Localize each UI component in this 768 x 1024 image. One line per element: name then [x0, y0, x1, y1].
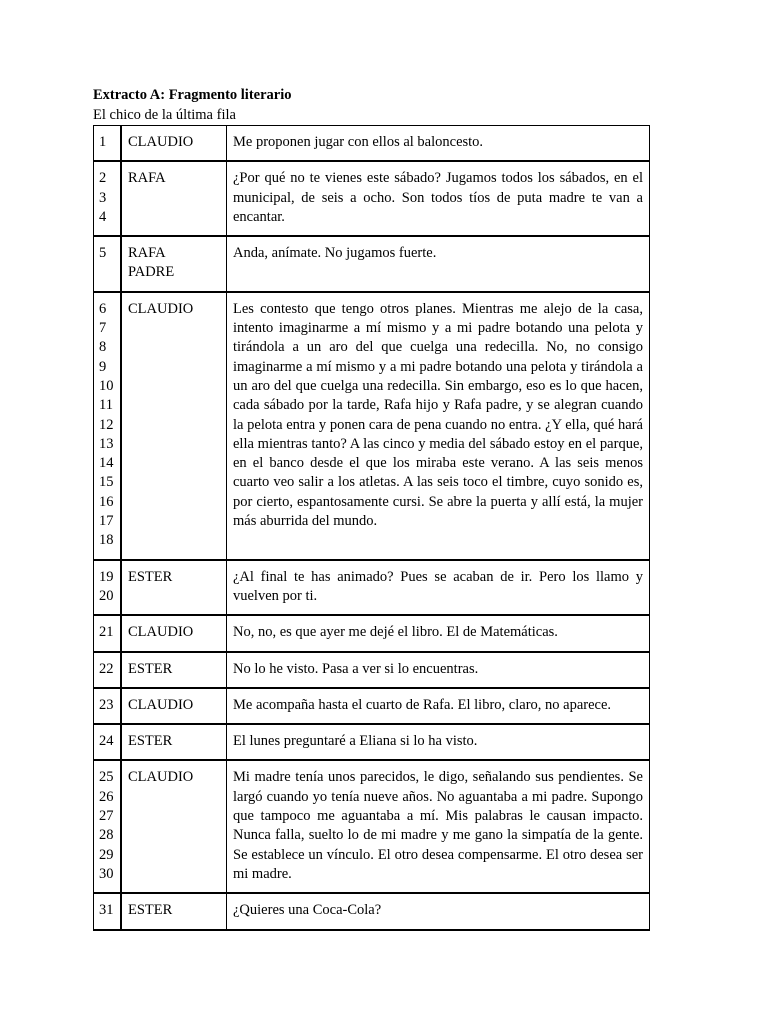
speaker-name: ESTER — [128, 568, 173, 585]
line-number: 18 — [99, 532, 114, 549]
dialogue-row — [94, 560, 650, 616]
line-number: 12 — [99, 416, 114, 433]
speaker-name: ESTER — [128, 902, 173, 919]
dialogue-text: ¿Por qué no te vienes este sábado? Jugamos todos los sábados, en el municipal, de seis a ocho. Son todos tíos de puta madre te van a encantar. — [227, 161, 650, 236]
line-number: 25 — [99, 769, 114, 786]
line-number: 10 — [99, 377, 114, 394]
speaker-name: ESTER — [128, 660, 173, 677]
line-number: 1 — [99, 134, 107, 150]
speaker-cell — [121, 292, 227, 560]
line-number: 13 — [99, 435, 114, 452]
line-numbers-cell — [94, 292, 122, 560]
line-numbers-cell — [94, 688, 122, 724]
dialogue-text: ¿Quieres una Coca-Cola? — [227, 893, 650, 929]
dialogue-text: No lo he visto. Pasa a ver si lo encuentras. — [227, 652, 650, 688]
dialogue-text: ¿Al final te has animado? Pues se acaban de ir. Pero los llamo y vuelven por ti. — [227, 560, 650, 616]
speaker-name: CLAUDIO — [128, 134, 194, 150]
line-number: 30 — [99, 865, 114, 882]
line-number: 26 — [99, 788, 114, 805]
speaker-name: CLAUDIO — [128, 624, 194, 641]
speaker-name: CLAUDIO — [128, 300, 194, 317]
speaker-cell — [121, 760, 227, 893]
line-number: 20 — [99, 587, 114, 604]
speaker-cell — [121, 724, 227, 760]
line-number: 19 — [99, 568, 114, 585]
line-number: 14 — [99, 455, 114, 472]
line-number: 28 — [99, 827, 114, 844]
speaker-cell — [121, 652, 227, 688]
dialogue-text: Me acompaña hasta el cuarto de Rafa. El libro, claro, no aparece. — [227, 688, 650, 724]
line-number: 21 — [99, 624, 114, 641]
dialogue-row — [94, 126, 650, 162]
dialogue-row — [94, 652, 650, 688]
dialogue-text: No, no, es que ayer me dejé el libro. El de Matemáticas. — [227, 615, 650, 651]
line-number: 2 — [99, 170, 107, 187]
line-number: 22 — [99, 660, 114, 677]
line-numbers-cell — [94, 724, 122, 760]
speaker-cell — [121, 615, 227, 651]
line-number: 16 — [99, 493, 114, 510]
line-number: 8 — [99, 339, 107, 356]
line-numbers-cell — [94, 760, 122, 893]
line-numbers-cell — [94, 126, 122, 162]
line-number: 4 — [99, 208, 107, 225]
dialogue-row — [94, 688, 650, 724]
dialogue-row — [94, 236, 650, 292]
line-numbers-cell — [94, 652, 122, 688]
dialogue-text: Les contesto que tengo otros planes. Mientras me alejo de la casa, intento imaginarme a mí mismo y a mi padre botando una pelota y tirándola a un aro del que cuelga una redecilla. No, no consigo imaginarme a mí mismo y a mi padre botando una pelota y tirándola a un aro del que cuelga una redecilla. Sin embargo, eso es lo que hacen, cada sábado por la tarde, Rafa hijo y Rafa padre, y se alegran cuando la pelota entra y ponen cara de pena cuando no entra. ¿Y ella, qué hará ella mientras tanto? A las cinco y media del sábado estoy en el parque, en el banco desde el que los miraba este verano. A las seis menos cuarto veo salir a los atletas. A las seis toco el timbre, cuyo sonido es, por cierto, espantosamente cursi. Se abre la puerta y allí está, la mujer más aburrida del mundo. — [227, 292, 650, 560]
line-number: 31 — [99, 902, 114, 919]
document-subheading: El chico de la última fila — [93, 107, 236, 123]
line-number: 24 — [99, 733, 114, 750]
line-number: 17 — [99, 513, 114, 530]
dialogue-text: Me proponen jugar con ellos al baloncesto. — [227, 126, 650, 162]
dialogue-table — [93, 125, 650, 931]
speaker-cell — [121, 161, 227, 236]
speaker-name: CLAUDIO — [128, 769, 194, 786]
speaker-name: RAFA — [128, 245, 166, 262]
line-numbers-cell — [94, 161, 122, 236]
line-numbers-cell — [94, 560, 122, 616]
speaker-name: RAFA — [128, 170, 166, 187]
speaker-cell — [121, 560, 227, 616]
line-number: 27 — [99, 808, 114, 825]
dialogue-text: Mi madre tenía unos parecidos, le digo, señalando sus pendientes. Se largó cuando yo tenía nueve años. No aguantaba a mi padre. Supongo que tampoco me aguantaba a mí. Mis palabras le causan impacto. Nunca falla, suelto lo de mi madre y me gano la simpatía de la gente. Se establece un vínculo. El otro desea compensarme. El otro desea ser mi madre. — [227, 760, 650, 893]
line-number: 15 — [99, 474, 114, 491]
line-number: 9 — [99, 358, 107, 375]
speaker-cell — [121, 688, 227, 724]
line-number: 3 — [99, 189, 107, 206]
line-numbers-cell — [94, 236, 122, 292]
dialogue-table-body — [94, 126, 650, 930]
speaker-cell — [121, 236, 227, 292]
dialogue-row — [94, 760, 650, 893]
dialogue-row — [94, 615, 650, 651]
speaker-cell — [121, 126, 227, 162]
speaker-name: PADRE — [128, 264, 175, 281]
dialogue-row — [94, 161, 650, 236]
document-heading: Extracto A: Fragmento literario — [93, 87, 292, 103]
line-number: 11 — [99, 397, 113, 414]
line-number: 7 — [99, 320, 107, 337]
line-numbers-cell — [94, 893, 122, 929]
speaker-cell — [121, 893, 227, 929]
dialogue-row — [94, 292, 650, 560]
line-numbers-cell — [94, 615, 122, 651]
dialogue-text: Anda, anímate. No jugamos fuerte. — [227, 236, 650, 292]
line-number: 6 — [99, 300, 107, 317]
dialogue-row — [94, 893, 650, 929]
line-number: 23 — [99, 696, 114, 713]
speaker-name: ESTER — [128, 733, 173, 750]
line-number: 5 — [99, 245, 107, 262]
dialogue-row — [94, 724, 650, 760]
line-number: 29 — [99, 846, 114, 863]
speaker-name: CLAUDIO — [128, 696, 194, 713]
dialogue-text: El lunes preguntaré a Eliana si lo ha visto. — [227, 724, 650, 760]
